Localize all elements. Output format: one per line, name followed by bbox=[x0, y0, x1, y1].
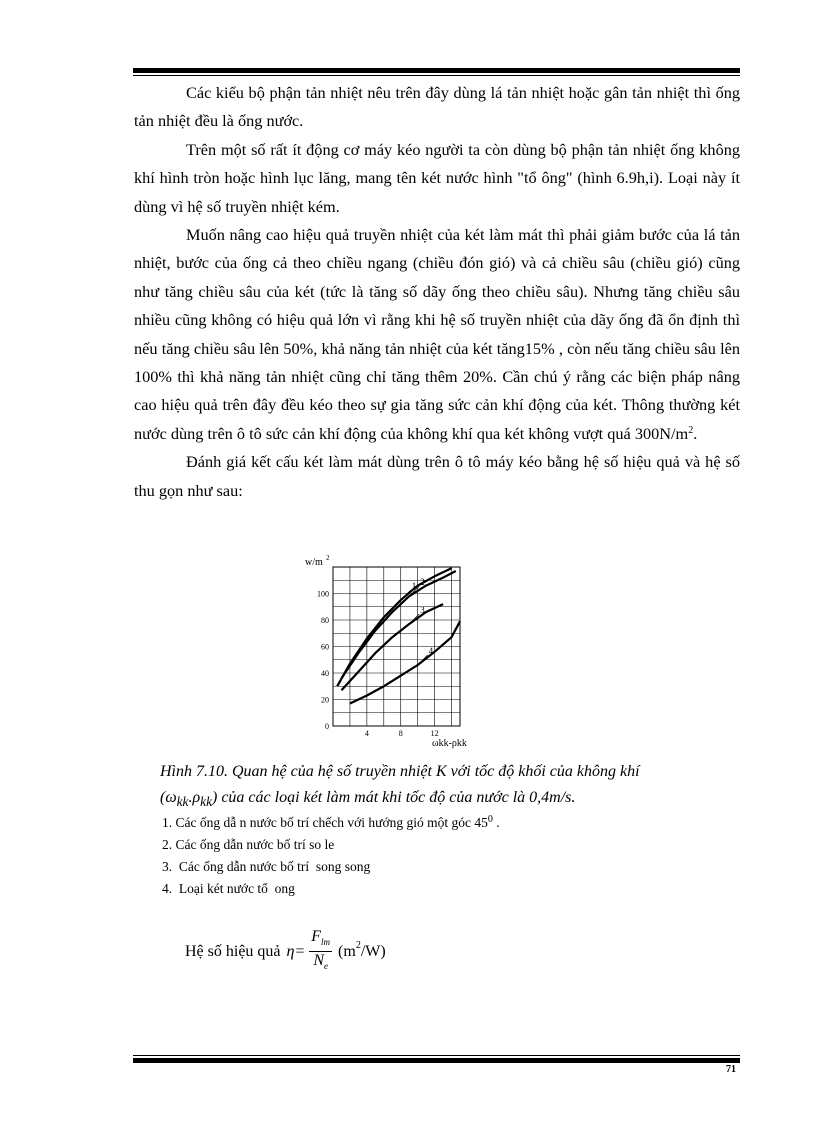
x-tick-label: 4 bbox=[364, 729, 369, 738]
footer-rule bbox=[133, 1058, 740, 1063]
y-axis-label: w/m bbox=[305, 557, 323, 568]
caption-sub-1: kk bbox=[176, 794, 189, 810]
legend-item-2: 2. Các ống dẫn nước bố trí so le bbox=[162, 837, 335, 852]
legend-item-1-tail: . bbox=[492, 815, 500, 830]
formula-denominator bbox=[311, 952, 330, 975]
figure-caption bbox=[160, 759, 750, 815]
legend-item-1-text: 1. Các ống dẫ n nước bố trí chếch với hướng gió một góc 45 bbox=[162, 815, 488, 830]
legend-item-1-sup: 0 bbox=[487, 814, 493, 825]
formula-num-sub: lm bbox=[321, 937, 331, 948]
y-tick-label: 40 bbox=[321, 669, 329, 678]
paragraph-3-text: Muốn nâng cao hiệu quả truyền nhiệt của két làm mát thì phải giảm bước của lá tản nhiệt, bước của ống cả theo chiều ngang (chiều đón gió) và cả chiều sâu (chiều gió) cũng như tăng chiều sâu của két (tức là tăng số dãy ống theo chiều sâu). Nhưng tăng chiều sâu nhiều cũng không có hiệu quả lớn vì rằng khi hệ số truyền nhiệt của dãy ống đã ổn định thì nếu tăng chiều sâu lên 50%, khả năng tản nhiệt của két tăng15% , còn nếu tăng chiều sâu lên 100% thì khả năng tản nhiệt cũng chỉ tăng thêm 20%. Cần chú ý rằng các biện pháp nâng cao hiệu quả trên đây đều kéo theo sự gia tăng sức cản khí động của két. Thông thường két nước dùng trên ô tô sức cản khí động của không khí qua két không vượt quá 300N/m bbox=[134, 225, 740, 443]
formula-numerator bbox=[309, 928, 332, 952]
heat-transfer-chart bbox=[300, 551, 480, 751]
paragraph-3 bbox=[134, 221, 740, 448]
formula-unit-tail: /W) bbox=[360, 942, 386, 960]
formula-eta: η= bbox=[286, 942, 306, 960]
formula-fraction bbox=[309, 928, 332, 975]
x-tick-label: 12 bbox=[430, 729, 439, 738]
efficiency-formula bbox=[185, 928, 386, 975]
y-axis-label-sup: 2 bbox=[326, 554, 330, 562]
paragraph-4: Đánh giá kết cấu két làm mát dùng trên ô tô máy kéo bằng hệ số hiệu quả và hệ số thu gọn như sau: bbox=[134, 452, 740, 500]
formula-num-symbol: F bbox=[311, 928, 322, 945]
paragraph-1: Các kiểu bộ phận tản nhiệt nêu trên đây dùng lá tản nhiệt hoặc gân tản nhiệt thì ống tản nhiệt đều là ống nước. bbox=[134, 83, 740, 131]
series-label-1: 1 bbox=[411, 581, 417, 592]
paragraph-2: Trên một số rất ít động cơ máy kéo người ta còn dùng bộ phận tản nhiệt ống không khí hình tròn hoặc hình lục lăng, mang tên két nước hình "tổ ông" (hình 6.9h,i). Loại này ít dùng vì hệ số truyền nhiệt kém. bbox=[134, 139, 740, 216]
x-tick-label: 8 bbox=[398, 729, 403, 738]
page-number: 71 bbox=[726, 1064, 736, 1075]
header-rule bbox=[133, 68, 740, 73]
caption-prefix: (ω bbox=[160, 789, 177, 806]
y-tick-label: 0 bbox=[325, 722, 329, 731]
caption-line-1: Hình 7.10. Quan hệ của hệ số truyền nhiệt K với tốc độ khối của không khí bbox=[160, 763, 640, 780]
formula-unit bbox=[338, 939, 386, 961]
series-label-4: 4 bbox=[428, 646, 434, 657]
body-text bbox=[134, 79, 740, 505]
paragraph-3-sup: 2 bbox=[688, 424, 694, 436]
chart-series bbox=[337, 568, 460, 703]
legend-item-1 bbox=[162, 812, 500, 834]
x-axis-label: ωkk-ρkk bbox=[432, 738, 467, 749]
formula-den-sub: e bbox=[323, 961, 328, 972]
legend-item-3: 3. Các ống dẫn nước bố trí song song bbox=[162, 859, 371, 874]
formula-den-symbol: N bbox=[313, 952, 324, 970]
header-rule-thin bbox=[133, 75, 740, 76]
caption-line-2 bbox=[160, 785, 750, 815]
caption-suffix: ) của các loại két làm mát khi tốc độ của nước là 0,4m/s. bbox=[212, 789, 576, 806]
y-tick-label: 80 bbox=[321, 616, 329, 625]
formula-unit-text: (m bbox=[338, 942, 356, 960]
chart-text bbox=[305, 554, 467, 749]
figure-legend bbox=[162, 812, 500, 900]
footer-rule-thin bbox=[133, 1055, 740, 1056]
caption-sub-2: kk bbox=[200, 794, 212, 810]
formula-label: Hệ số hiệu quả bbox=[185, 942, 281, 960]
series-label-3: 3 bbox=[420, 604, 425, 615]
paragraph-3-tail: . bbox=[693, 423, 698, 443]
y-tick-label: 20 bbox=[321, 695, 329, 705]
y-tick-label: 100 bbox=[317, 589, 329, 599]
legend-item-4: 4. Loại két nước tổ ong bbox=[162, 881, 295, 896]
formula-unit-sup: 2 bbox=[355, 939, 361, 951]
caption-mid: .ρ bbox=[188, 789, 201, 806]
series-label-2: 2 bbox=[420, 577, 425, 588]
y-tick-label: 60 bbox=[321, 642, 329, 652]
series-line-2 bbox=[342, 571, 456, 678]
